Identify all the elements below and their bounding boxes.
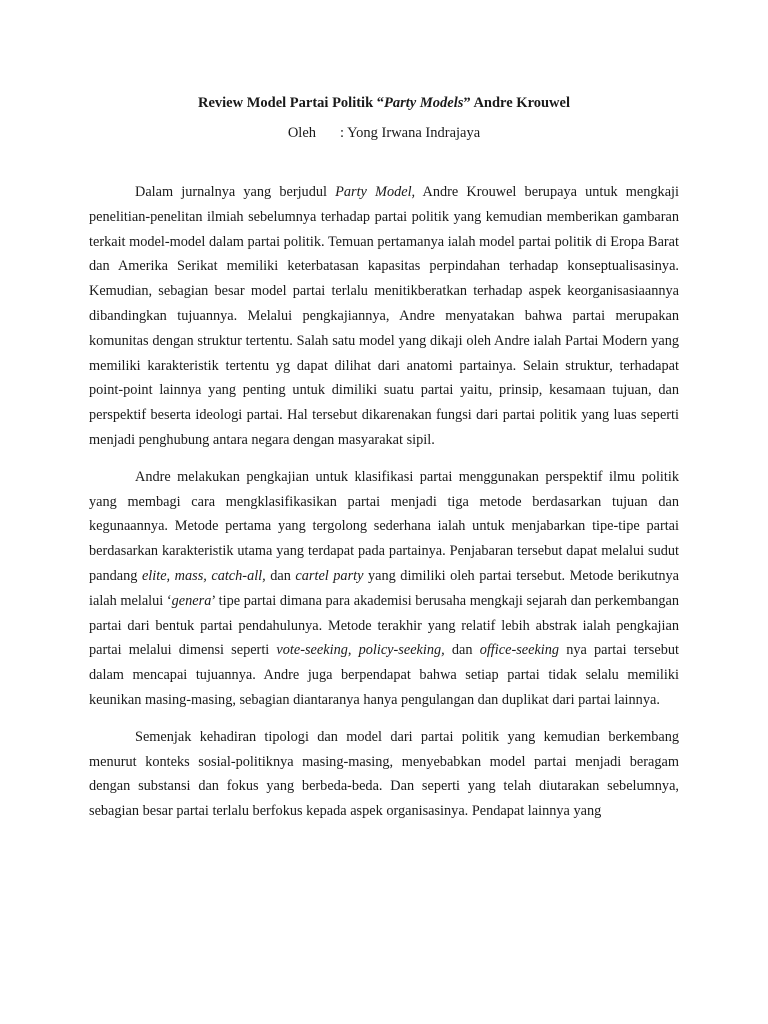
italic-term: elite, mass, catch-all, [141, 567, 266, 584]
paragraph-text: Andre melakukan pengkajian untuk klasifikasi partai menggunakan perspektif ilmu politik yang membagi cara mengklasifikasikan partai menjadi tiga metode berdasarkan tujuan dan kegunaannya. Metode pertama yang tergolong sederhana ialah untuk menjabarkan tipe-tipe partai berdasarkan karakteristik utama yang terdapat pada partainya. Penjabaran tersebut dapat melalui sudut pandang [89, 468, 679, 584]
italic-term: Party Model, [335, 184, 416, 200]
author-colon: : [340, 125, 345, 141]
paragraph-text: Semenjak kehadiran tipologi dan model dari partai politik yang kemudian berkembang menurut konteks sosial-politiknya masing-masing, menyebabkan model partai menjadi beragam dengan substansi dan fokus yang berbeda-beda. Dan seperti yang telah diutarakan sebelumnya, sebagian besar partai terlalu berfokus kepada aspek organisasinya. Pendapat lainnya yang [89, 728, 679, 820]
document-body [89, 180, 679, 824]
paragraph-text: yang dimiliki oleh partai tersebut. Metode berikutnya ialah melalui ‘ [89, 567, 679, 609]
paragraph-text: dan [444, 642, 480, 659]
paragraph-2 [89, 465, 679, 713]
paragraph-1 [89, 180, 679, 453]
author-name: Yong Irwana Indrajaya [347, 125, 481, 141]
italic-term: genera [171, 592, 212, 609]
paragraph-text: Dalam jurnalnya yang berjudul [135, 184, 336, 200]
paragraph-text: ’ tipe partai dimana para akademisi berusaha mengkaji sejarah dan perkembangan partai dari bentuk partai pendahulunya. Metode terakhir yang relatif lebih abstrak ialah pengkajian partai melalui dimensi seperti [89, 592, 680, 659]
paragraph-text: nya partai tersebut dalam mencapai tujuannya. Andre juga berpendapat bahwa setiap partai tidak selalu memiliki keunikan masing-masing, sebagian diantaranya hanya pengulangan dan duplikat dari partai lainnya. [89, 642, 679, 708]
title-prefix: Review Model Partai Politik “ [197, 95, 385, 111]
italic-term: vote-seeking, policy-seeking, [276, 642, 445, 659]
author-line [0, 123, 768, 143]
title-italic: Party Models [384, 95, 464, 111]
title-suffix: ” Andre Krouwel [463, 95, 570, 111]
italic-term: cartel party [295, 567, 364, 584]
paragraph-text: Andre Krouwel berupaya untuk mengkaji penelitian-penelitan ilmiah sebelumnya terhadap partai politik yang kemudian memberikan gambaran terkait model-model dalam partai politik. Temuan pertamanya ialah model partai politik di Eropa Barat dan Amerika Serikat memiliki keterbatasan kapasitas perpindahan terhadap konseptualisasinya. Kemudian, sebagian besar model partai terlalu menitikberatkan terhadap aspek keorganisasiaannya dibandingkan tujuannya. Melalui pengkajiannya, Andre menyatakan bahwa partai merupakan komunitas dengan struktur tertentu. Salah satu model yang dikaji oleh Andre ialah Partai Modern yang memiliki karakteristik tertentu yg dapat dilihat dari anatomi partainya. Selain struktur, terhadapat point-point lainnya yang penting untuk dimiliki suatu partai yaitu, prinsip, kesamaan tujuan, dan perspektif beserta ideologi partai. Hal tersebut dikarenakan fungsi dari partai politik yang luas seperti menjadi penghubung antara negara dengan masyarakat sipil. [89, 184, 679, 448]
document-title [0, 93, 768, 113]
paragraph-text: dan [265, 567, 296, 584]
author-label: Oleh [287, 125, 317, 141]
paragraph-3 [89, 725, 679, 824]
italic-term: office-seeking [479, 642, 560, 659]
